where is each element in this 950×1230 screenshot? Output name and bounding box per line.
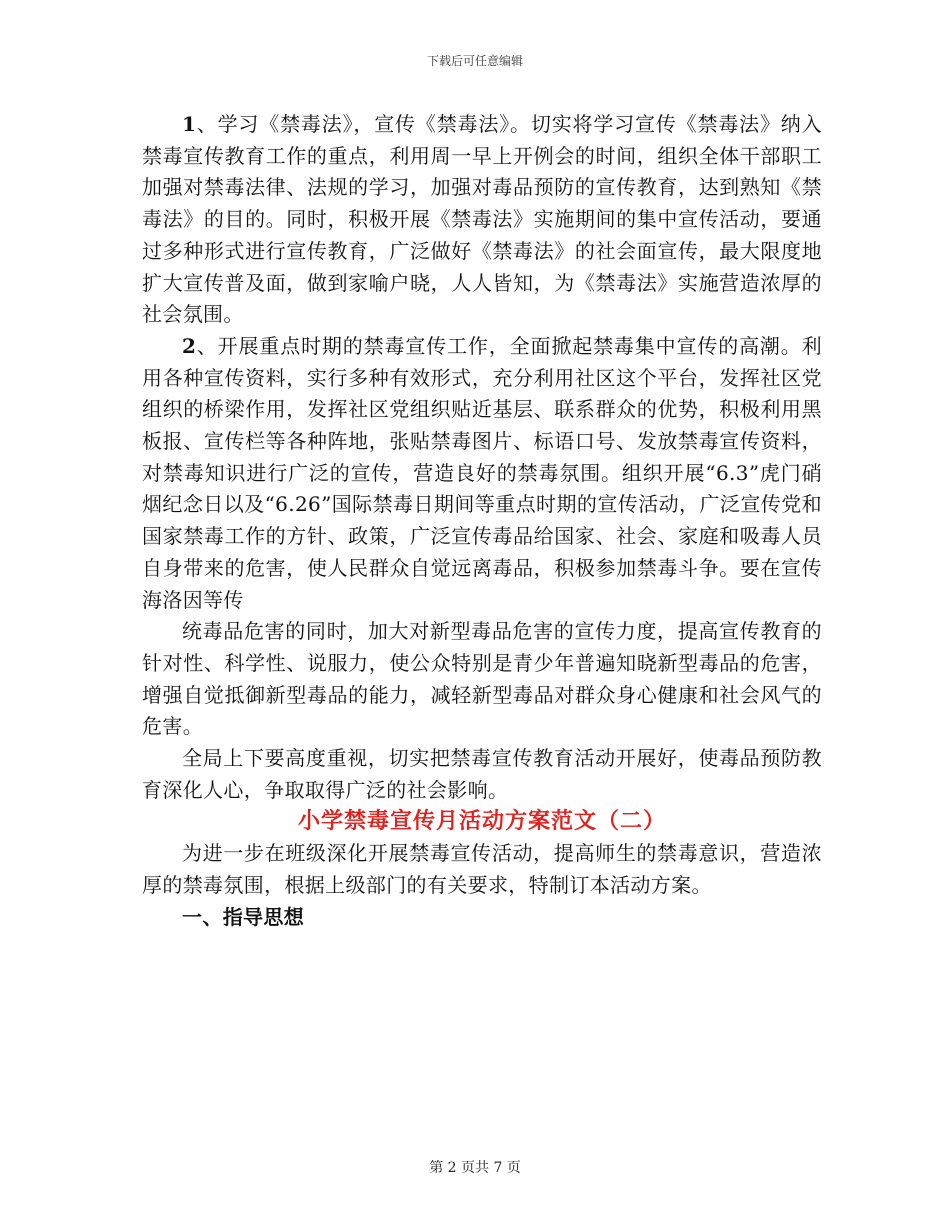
document-body <box>142 109 822 933</box>
page-header: 下载后可任意编辑 <box>426 54 523 68</box>
paragraph-1 <box>142 109 822 331</box>
section-intro: 为进一步在班级深化开展禁毒宣传活动，提高师生的禁毒意识，营造浓厚的禁毒氛围，根据上级部门的有关要求，特制订本活动方案。 <box>142 841 822 897</box>
paragraph-2-number: 2 <box>182 333 197 358</box>
paragraph-4: 全局上下要高度重视，切实把禁毒宣传教育活动开展好，使毒品预防教育深化人心，争取取得广泛的社会影响。 <box>142 746 822 802</box>
paragraph-2-text: 、开展重点时期的禁毒宣传工作，全面掀起禁毒集中宣传的高潮。利用各种宣传资料，实行多种有效形式，充分利用社区这个平台，发挥社区党组织的桥梁作用，发挥社区党组织贴近基层、联系群众的优势，积极利用黑板报、宣传栏等各种阵地，张贴禁毒图片、标语口号、发放禁毒宣传资料，对禁毒知识进行广泛的宣传，营造良好的禁毒氛围。组织开展“6.3”虎门硝烟纪念日以及“6.26”国际禁毒日期间等重点时期的宣传活动，广泛宣传党和国家禁毒工作的方针、政策，广泛宣传毒品给国家、社会、家庭和吸毒人员自身带来的危害，使人民群众自觉远离毒品，积极参加禁毒斗争。要在宣传海洛因等传 <box>142 333 822 612</box>
section-title: 小学禁毒宣传月活动方案范文（二） <box>297 808 666 835</box>
paragraph-2 <box>142 331 822 616</box>
page-footer: 第 2 页共 7 页 <box>429 1160 521 1176</box>
sub-heading-guiding-ideology: 一、指导思想 <box>182 904 305 929</box>
paragraph-1-number: 1 <box>182 112 197 136</box>
paragraph-3: 统毒品危害的同时，加大对新型毒品危害的宣传力度，提高宣传教育的针对性、科学性、说服力，使公众特别是青少年普遍知晓新型毒品的危害，增强自觉抵御新型毒品的能力，减轻新型毒品对群众身心健康和社会风气的危害。 <box>142 619 822 739</box>
paragraph-1-text: 、学习《禁毒法》，宣传《禁毒法》。切实将学习宣传《禁毒法》纳入禁毒宣传教育工作的重点，利用周一早上开例会的时间，组织全体干部职工加强对禁毒法律、法规的学习，加强对毒品预防的宣传教育，达到熟知《禁毒法》的目的。同时，积极开展《禁毒法》实施期间的集中宣传活动，要通过多种形式进行宣传教育，广泛做好《禁毒法》的社会面宣传，最大限度地扩大宣传普及面，做到家喻户晓，人人皆知，为《禁毒法》实施营造浓厚的社会氛围。 <box>142 112 822 327</box>
